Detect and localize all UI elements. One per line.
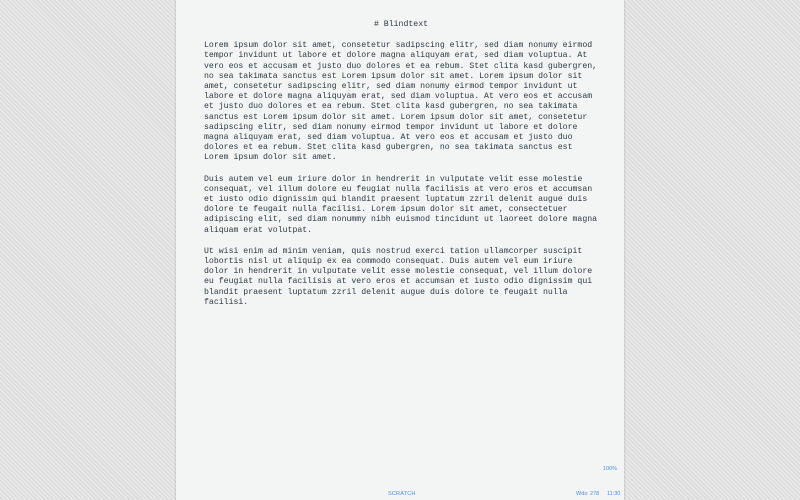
word-count: Wds: 278 xyxy=(576,491,600,497)
document-heading: # Blindtext xyxy=(373,20,429,29)
clock: 11:30 xyxy=(607,491,621,497)
paragraph-2: Duis autem vel eum iriure dolor in hendrerit in vulputate velit esse molestie consequat, vel illum dolore eu feugiat nulla facilisis at vero eros et accumsan et iusto odio dignissim qui blandit praesent luptatum zzril delenit augue duis dolore te feugait nulla facilisi. Lorem ipsum dolor sit amet, consectetuer adipiscing elit, sed diam nonummy nibh euismod tincidunt ut laoreet dolore magna aliquam erat volutpat. xyxy=(204,174,598,235)
editor-page[interactable] xyxy=(176,0,624,500)
zoom-level[interactable]: 100% xyxy=(602,466,617,472)
paragraph-1: Lorem ipsum dolor sit amet, consetetur sadipscing elitr, sed diam nonumy eirmod tempor invidunt ut labore et dolore magna aliquyam erat, sed diam voluptua. At vero eos et accusam et justo duo dolores et ea rebum. Stet clita kasd gubergren, no sea takimata sanctus est Lorem ipsum dolor sit amet. Lorem ipsum dolor sit amet, consetetur sadipscing elitr, sed diam nonumy eirmod tempor invidunt ut labore et dolore magna aliquyam erat, sed diam voluptua. At vero eos et accusam et justo duo dolores et ea rebum. Stet clita kasd gubergren, no sea takimata sanctus est Lorem ipsum dolor sit amet. Lorem ipsum dolor sit amet, consetetur sadipscing elitr, sed diam nonumy eirmod tempor invidunt ut labore et dolore magna aliquyam erat, sed diam voluptua. At vero eos et accusam et justo duo dolores et ea rebum. Stet clita kasd gubergren, no sea takimata sanctus est Lorem ipsum dolor sit amet. xyxy=(204,41,598,163)
paragraph-3: Ut wisi enim ad minim veniam, quis nostrud exerci tation ullamcorper suscipit lobortis nisl ut aliquip ex ea commodo consequat. Duis autem vel eum iriure dolor in hendrerit in vulputate velit esse molestie consequat, vel illum dolore eu feugiat nulla facilisis at vero eros et accumsan et iusto odio dignissim qui blandit praesent luptatum zzril delenit augue duis dolore te feugait nulla facilisi. xyxy=(204,246,593,307)
text-editor[interactable] xyxy=(204,20,598,319)
mode-indicator[interactable]: SCRATCH xyxy=(388,491,416,497)
